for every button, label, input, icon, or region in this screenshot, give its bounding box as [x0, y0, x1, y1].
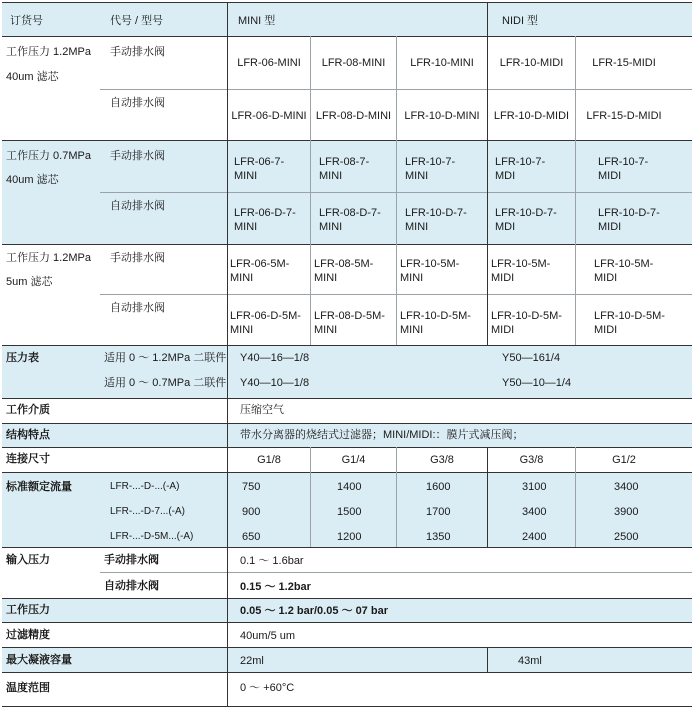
header-row-bg	[2, 3, 692, 36]
model-cell: LFR-15-MIDI	[592, 57, 656, 69]
gauge-label: 压力表	[6, 352, 39, 364]
hline	[2, 423, 692, 424]
condensate-mini-value: 22ml	[240, 655, 264, 667]
flow-value: 3100	[522, 481, 547, 493]
hline	[2, 672, 692, 673]
model-cell-line2: MINI	[234, 170, 258, 182]
connection-size: G3/8	[519, 454, 544, 466]
model-cell: LFR-06-D-MINI	[231, 110, 307, 122]
model-cell-line2: MIDI	[491, 272, 515, 284]
flow-value: 2500	[614, 531, 639, 543]
group3-pressure-label: 工作压力 1.2MPa	[6, 252, 91, 264]
precision-bg	[2, 622, 692, 647]
flow-value: 1400	[337, 481, 362, 493]
connection-size: G1/8	[257, 454, 281, 466]
flow-label: 标准额定流量	[6, 481, 72, 493]
hline	[2, 345, 692, 346]
model-cell-line1: LFR-06-7-	[234, 156, 285, 168]
hline	[100, 572, 692, 573]
model-cell-line1: LFR-10-5M-	[594, 258, 654, 270]
temperature-label: 温度范围	[6, 682, 50, 694]
model-cell: LFR-15-D-MIDI	[586, 110, 662, 122]
vline	[575, 36, 576, 345]
model-cell-line1: LFR-06-D-7-	[234, 207, 296, 219]
group1-manual-label: 手动排水阀	[110, 46, 165, 58]
model-cell-line2: MINI	[319, 221, 343, 233]
structure-label: 结构特点	[6, 429, 50, 441]
model-cell-line2: MIDI	[598, 170, 622, 182]
header-mini-type: MINI 型	[238, 15, 276, 27]
input-pressure-auto-value: 0.15 ～ 1.2bar	[240, 581, 311, 593]
flow-value: 3400	[522, 506, 547, 518]
model-cell-line2: MINI	[319, 170, 343, 182]
filter-precision-value: 40um/5 um	[240, 630, 296, 642]
model-cell-line2: MDI	[495, 170, 516, 182]
header-midi-type: NIDI 型	[502, 15, 539, 27]
model-cell-line1: LFR-10-D-7-	[495, 207, 557, 219]
working-pressure-label: 工作压力	[6, 604, 50, 616]
vline	[487, 647, 488, 672]
model-cell-line2: MIDI	[598, 221, 622, 233]
filter-precision-label: 过滤精度	[6, 629, 50, 641]
medium-label: 工作介质	[6, 404, 50, 416]
flow-value: 1600	[426, 481, 451, 493]
model-cell-line1: LFR-10-D-5M-	[400, 310, 471, 322]
model-cell: LFR-10-MIDI	[499, 57, 564, 69]
gauge-range-1: 适用 0 ～ 1.2MPa 二联件	[104, 352, 227, 364]
hline	[2, 244, 692, 245]
model-cell-line1: LFR-10-7-	[598, 156, 649, 168]
vline	[487, 3, 488, 345]
connection-size: G1/2	[612, 454, 636, 466]
input-pressure-auto-label: 自动排水阀	[104, 580, 159, 592]
connection-size: G3/8	[430, 454, 454, 466]
connection-size: G1/4	[341, 454, 366, 466]
hline	[2, 447, 692, 448]
temperature-value: 0 ～ +60°C	[240, 682, 295, 694]
group1-bg	[2, 36, 692, 140]
flow-value: 1700	[426, 506, 451, 518]
model-cell-line2: MINI	[230, 272, 254, 284]
hline	[2, 598, 692, 599]
model-cell-line2: MDI	[495, 221, 516, 233]
model-cell-line1: LFR-06-D-5M-	[230, 310, 301, 322]
model-cell: LFR-10-D-MINI	[404, 110, 480, 122]
model-cell: LFR-08-MINI	[321, 57, 386, 69]
model-cell-line1: LFR-10-7-	[405, 156, 456, 168]
connection-label: 连接尺寸	[6, 453, 50, 465]
gauge-mini-2: Y40—10—1/8	[240, 377, 310, 389]
flow-value: 3900	[614, 506, 639, 518]
model-cell-line2: MINI	[230, 324, 254, 336]
model-cell-line1: LFR-10-5M-	[400, 258, 460, 270]
hline	[2, 647, 692, 648]
spec-table	[2, 2, 692, 707]
flow-value: 750	[242, 481, 261, 493]
header-code-model: 代号 / 型号	[110, 15, 164, 27]
input-pressure-manual-value: 0.1 ～ 1.6bar	[240, 555, 304, 567]
flow-model: LFR-...-D-5M...(-A)	[110, 531, 194, 542]
group2-filter-label: 40um 滤芯	[6, 174, 59, 186]
flow-value: 3400	[614, 481, 639, 493]
vline	[396, 36, 397, 345]
model-cell-line2: MINI	[234, 221, 258, 233]
group3-filter-label: 5um 滤芯	[6, 276, 53, 288]
hline	[2, 398, 692, 399]
input-pressure-label: 输入压力	[6, 554, 50, 566]
model-cell-line2: MIDI	[491, 324, 515, 336]
group3-manual-label: 手动排水阀	[110, 252, 165, 264]
model-cell-line1: LFR-08-D-5M-	[314, 310, 385, 322]
group2-pressure-label: 工作压力 0.7MPa	[6, 150, 91, 162]
flow-value: 900	[242, 506, 261, 518]
group1-auto-label: 自动排水阀	[110, 97, 165, 109]
model-cell-line1: LFR-08-7-	[319, 156, 370, 168]
flow-value: 2400	[522, 531, 547, 543]
model-cell-line1: LFR-06-5M-	[230, 258, 290, 270]
model-cell-line2: MIDI	[594, 272, 618, 284]
model-cell-line2: MINI	[400, 272, 424, 284]
group2-auto-label: 自动排水阀	[110, 200, 165, 212]
vline	[310, 36, 311, 345]
gauge-mini-1: Y40—16—1/8	[240, 352, 310, 364]
flow-model: LFR-...-D-...(-A)	[110, 481, 180, 492]
hline	[2, 622, 692, 623]
group3-auto-label: 自动排水阀	[110, 302, 165, 314]
gauge-midi-2: Y50—10—1/4	[502, 377, 572, 389]
model-cell: LFR-08-D-MINI	[315, 110, 392, 122]
model-cell-line1: LFR-10-7-	[495, 156, 546, 168]
model-cell-line1: LFR-08-D-7-	[319, 207, 381, 219]
structure-value: 带水分离器的烧结式过滤器；MINI/MIDI:：膜片式减压阀；	[240, 429, 524, 441]
model-cell-line2: MIDI	[594, 324, 618, 336]
model-cell-line1: LFR-10-5M-	[491, 258, 551, 270]
input-pressure-manual-label: 手动排水阀	[104, 554, 159, 566]
model-cell-line2: MINI	[405, 221, 429, 233]
hline	[2, 547, 692, 548]
model-cell-line1: LFR-10-D-7-	[405, 207, 467, 219]
hline	[2, 36, 692, 37]
model-cell-line1: LFR-10-D-5M-	[491, 310, 562, 322]
hline	[2, 140, 692, 141]
hline	[2, 472, 692, 473]
medium-value: 压缩空气	[240, 404, 284, 416]
flow-value: 1200	[337, 531, 362, 543]
flow-model: LFR-...-D-7...(-A)	[110, 506, 185, 517]
model-cell-line1: LFR-10-D-5M-	[594, 310, 665, 322]
group1-filter-label: 40um 滤芯	[6, 71, 59, 83]
flow-value: 1500	[337, 506, 362, 518]
model-cell-line1: LFR-08-5M-	[314, 258, 374, 270]
flow-value: 650	[242, 531, 261, 543]
working-pressure-value: 0.05 ～ 1.2 bar/0.05 ～ 07 bar	[240, 605, 388, 617]
flow-value: 1350	[426, 531, 451, 543]
condensate-label: 最大凝液容量	[6, 654, 72, 666]
condensate-bg	[2, 647, 692, 672]
medium-bg	[2, 398, 692, 423]
model-cell-line2: MINI	[314, 272, 338, 284]
model-cell-line2: MINI	[400, 324, 424, 336]
group2-manual-label: 手动排水阀	[110, 150, 165, 162]
gauge-midi-1: Y50—161/4	[502, 352, 561, 364]
model-cell-line1: LFR-10-D-7-	[598, 207, 660, 219]
header-order-no: 订货号	[10, 15, 43, 27]
model-cell: LFR-06-MINI	[237, 57, 301, 69]
model-cell: LFR-10-MINI	[410, 57, 474, 69]
gauge-range-2: 适用 0 ～ 0.7MPa 二联件	[104, 377, 227, 389]
temperature-bg	[2, 672, 692, 706]
group1-pressure-label: 工作压力 1.2MPa	[6, 46, 91, 58]
model-cell-line2: MINI	[405, 170, 429, 182]
condensate-midi-value: 43ml	[518, 655, 542, 667]
model-cell-line2: MINI	[314, 324, 338, 336]
model-cell: LFR-10-D-MIDI	[493, 110, 570, 122]
